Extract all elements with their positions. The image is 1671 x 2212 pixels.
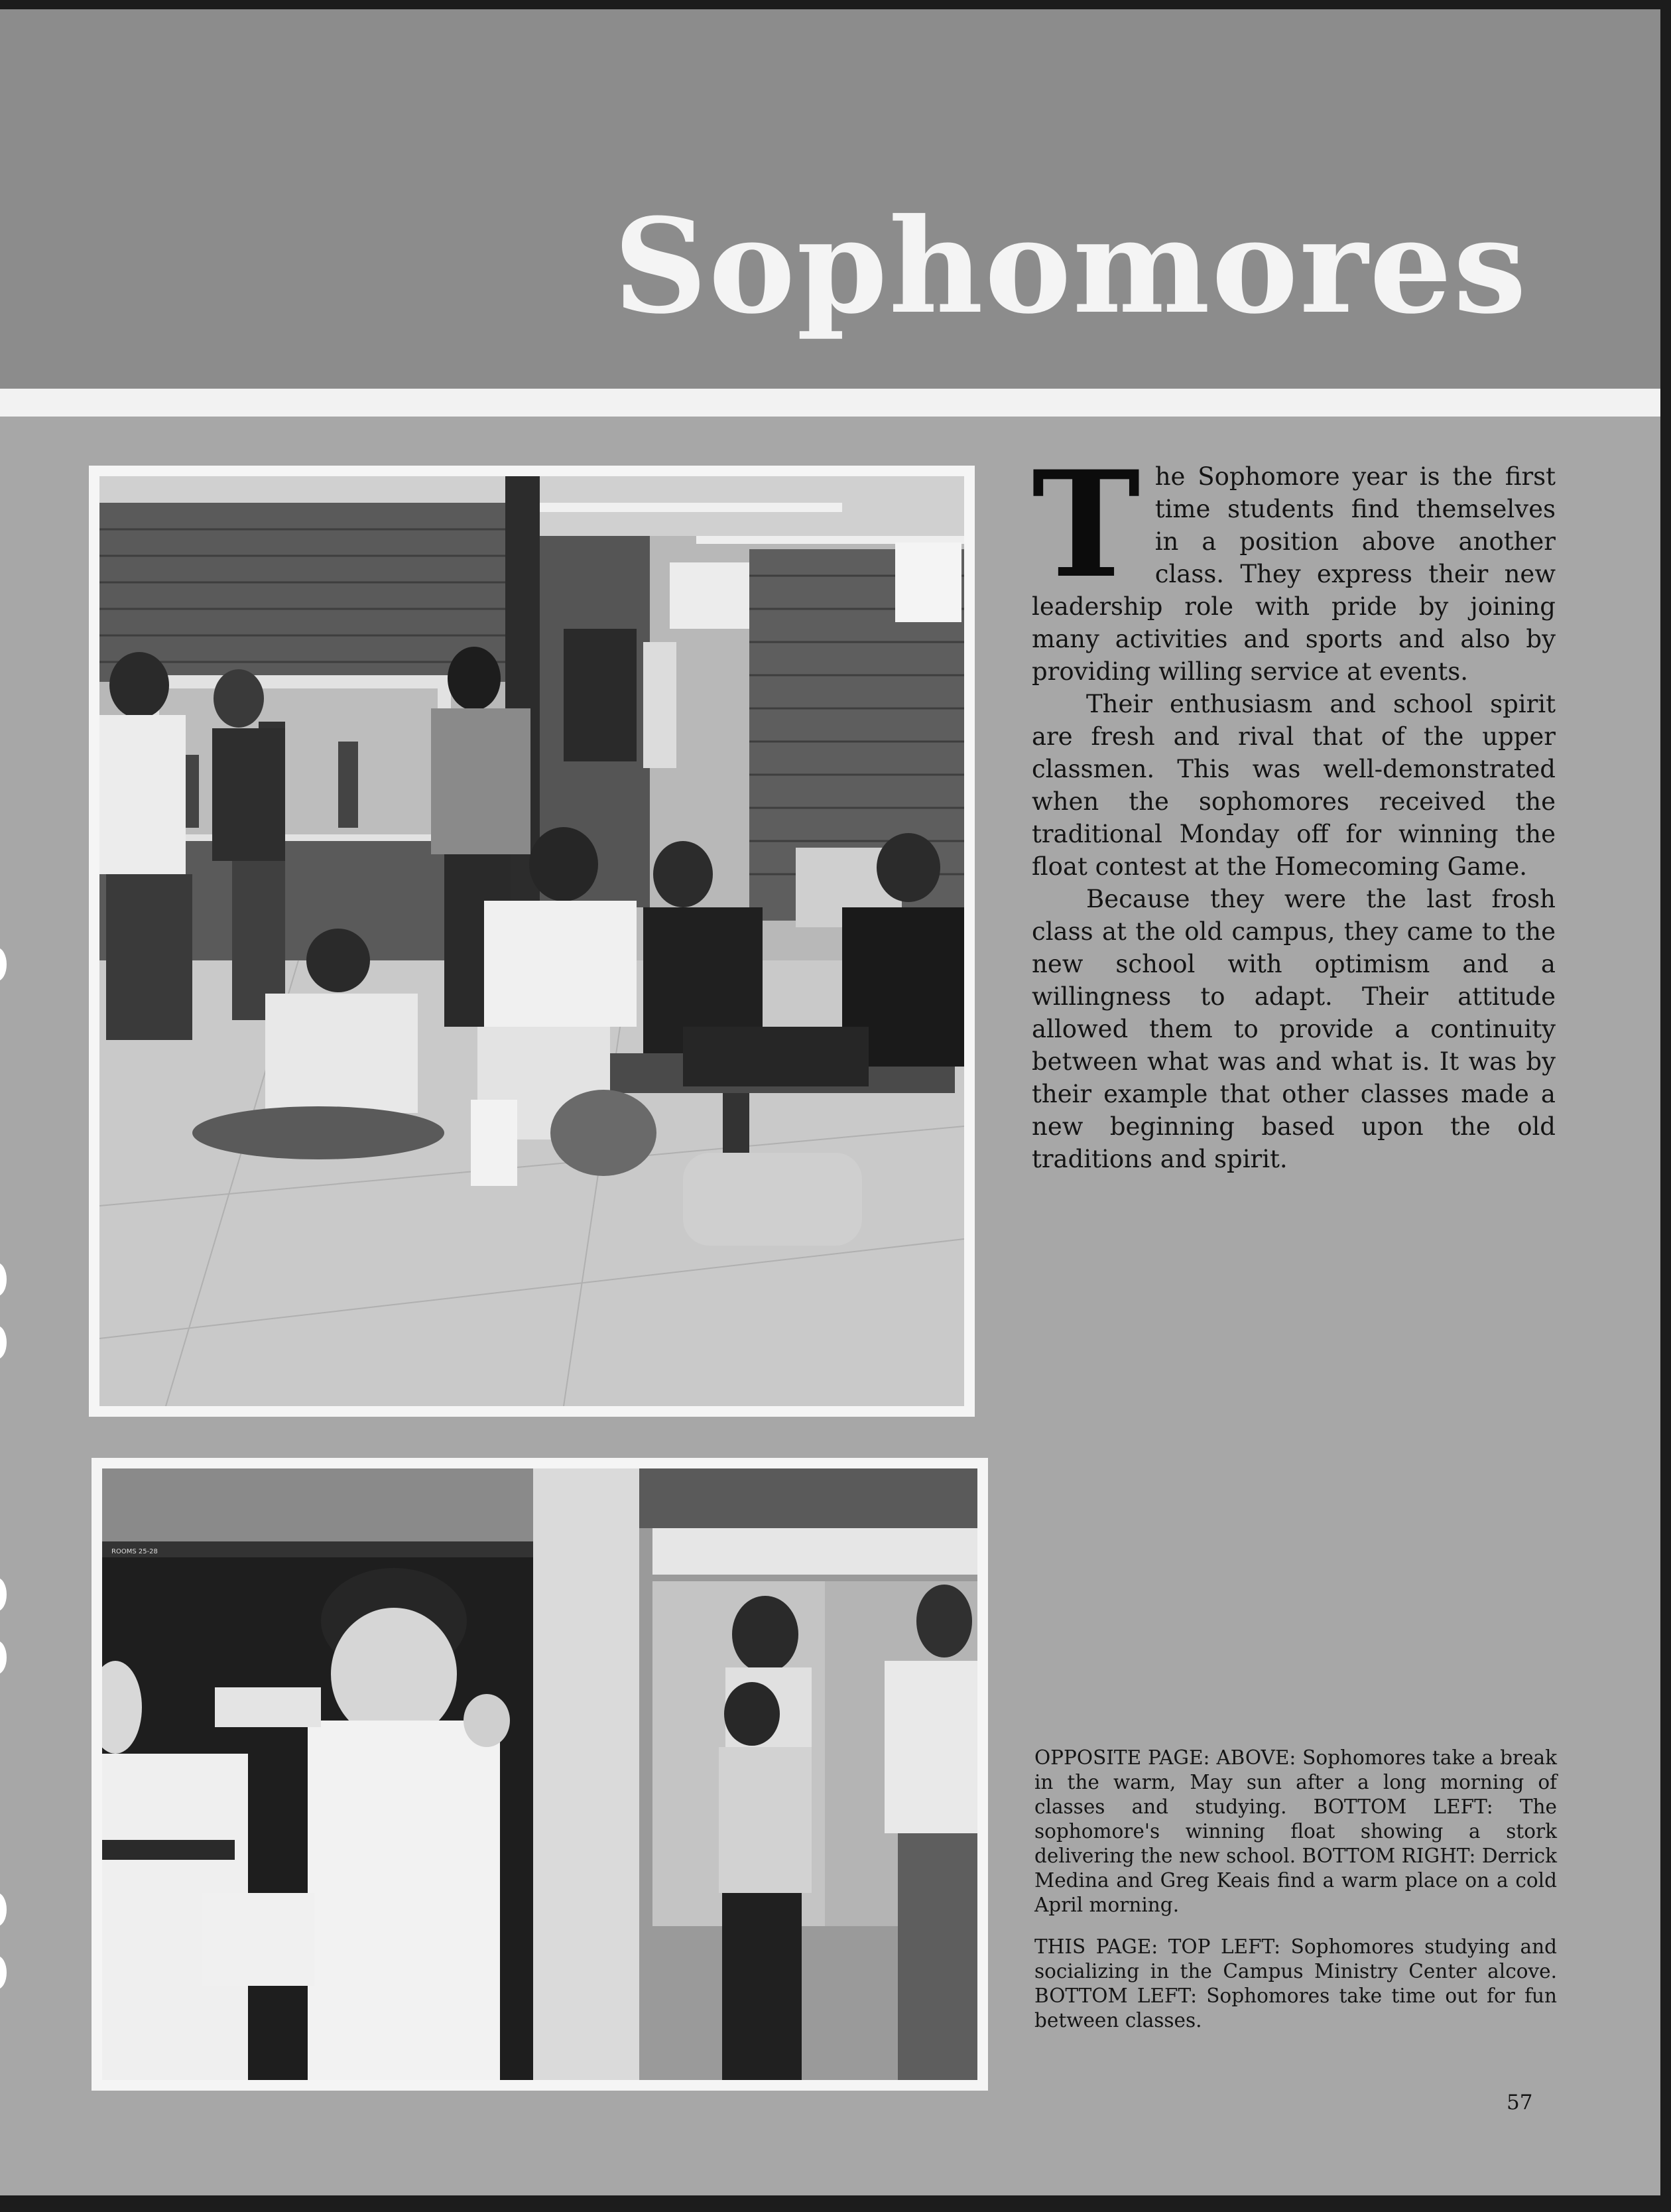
binder-hole [0, 1893, 7, 1926]
students-hallway-illustration [99, 476, 964, 1406]
article-paragraph-text: he Sophomore year is the first time students find themselves in a position above another class. They express their new leadership role with pride by joining many activities and sports and also by providing willing service at events. [1032, 462, 1556, 686]
page-title: Sophomores [613, 190, 1528, 343]
article-paragraph [1032, 438, 1556, 688]
page-number: 57 [1507, 2091, 1533, 2114]
students-corridor-illustration [102, 1468, 977, 2080]
caption-this-page: THIS PAGE: TOP LEFT: Sophomores studying and socializing in the Campus Ministry Center alcove. BOTTOM LEFT: Sophomores take time out for fun between classes. [1034, 1935, 1557, 2032]
binder-hole [0, 948, 7, 981]
room-sign: ROOMS 25-28 [111, 1548, 158, 1555]
header-band [0, 9, 1660, 389]
article-body [1032, 438, 1556, 1175]
binder-hole [0, 1641, 7, 1674]
binder-hole [0, 1263, 7, 1296]
binder-hole [0, 1578, 7, 1611]
article-paragraph: Because they were the last frosh class at the old campus, they came to the new school with optimism and a willingness to adapt. Their attitude allowed them to provide a continuity between what was and what is. It was by their example that other classes made a new beginning based upon the old traditions and spirit. [1032, 885, 1556, 1173]
header-divider [0, 389, 1660, 417]
drop-cap: T [1032, 438, 1141, 610]
caption-opposite-page: OPPOSITE PAGE: ABOVE: Sophomores take a break in the warm, May sun after a long morning of classes and studying. BOTTOM LEFT: The sophomore's winning float showing a stork delivering the new school. BOTTOM RIGHT: Derrick Medina and Greg Keais find a warm place on a cold April morning. [1034, 1746, 1557, 1916]
article-paragraph: Their enthusiasm and school spirit are fresh and rival that of the upper classmen. This was well-demonstrated when the sophomores received the traditional Monday off for winning the float contest at the Homecoming Game. [1032, 690, 1556, 881]
top-photo-frame [89, 466, 975, 1417]
photo-students-corridor-lockers [102, 1468, 977, 2080]
bottom-photo-frame [92, 1458, 988, 2091]
binder-hole [0, 1956, 7, 1989]
yearbook-page [0, 9, 1660, 2195]
binder-hole [0, 1326, 7, 1359]
photo-captions [1034, 1746, 1557, 2050]
photo-students-hallway-trophy-case [99, 476, 964, 1406]
